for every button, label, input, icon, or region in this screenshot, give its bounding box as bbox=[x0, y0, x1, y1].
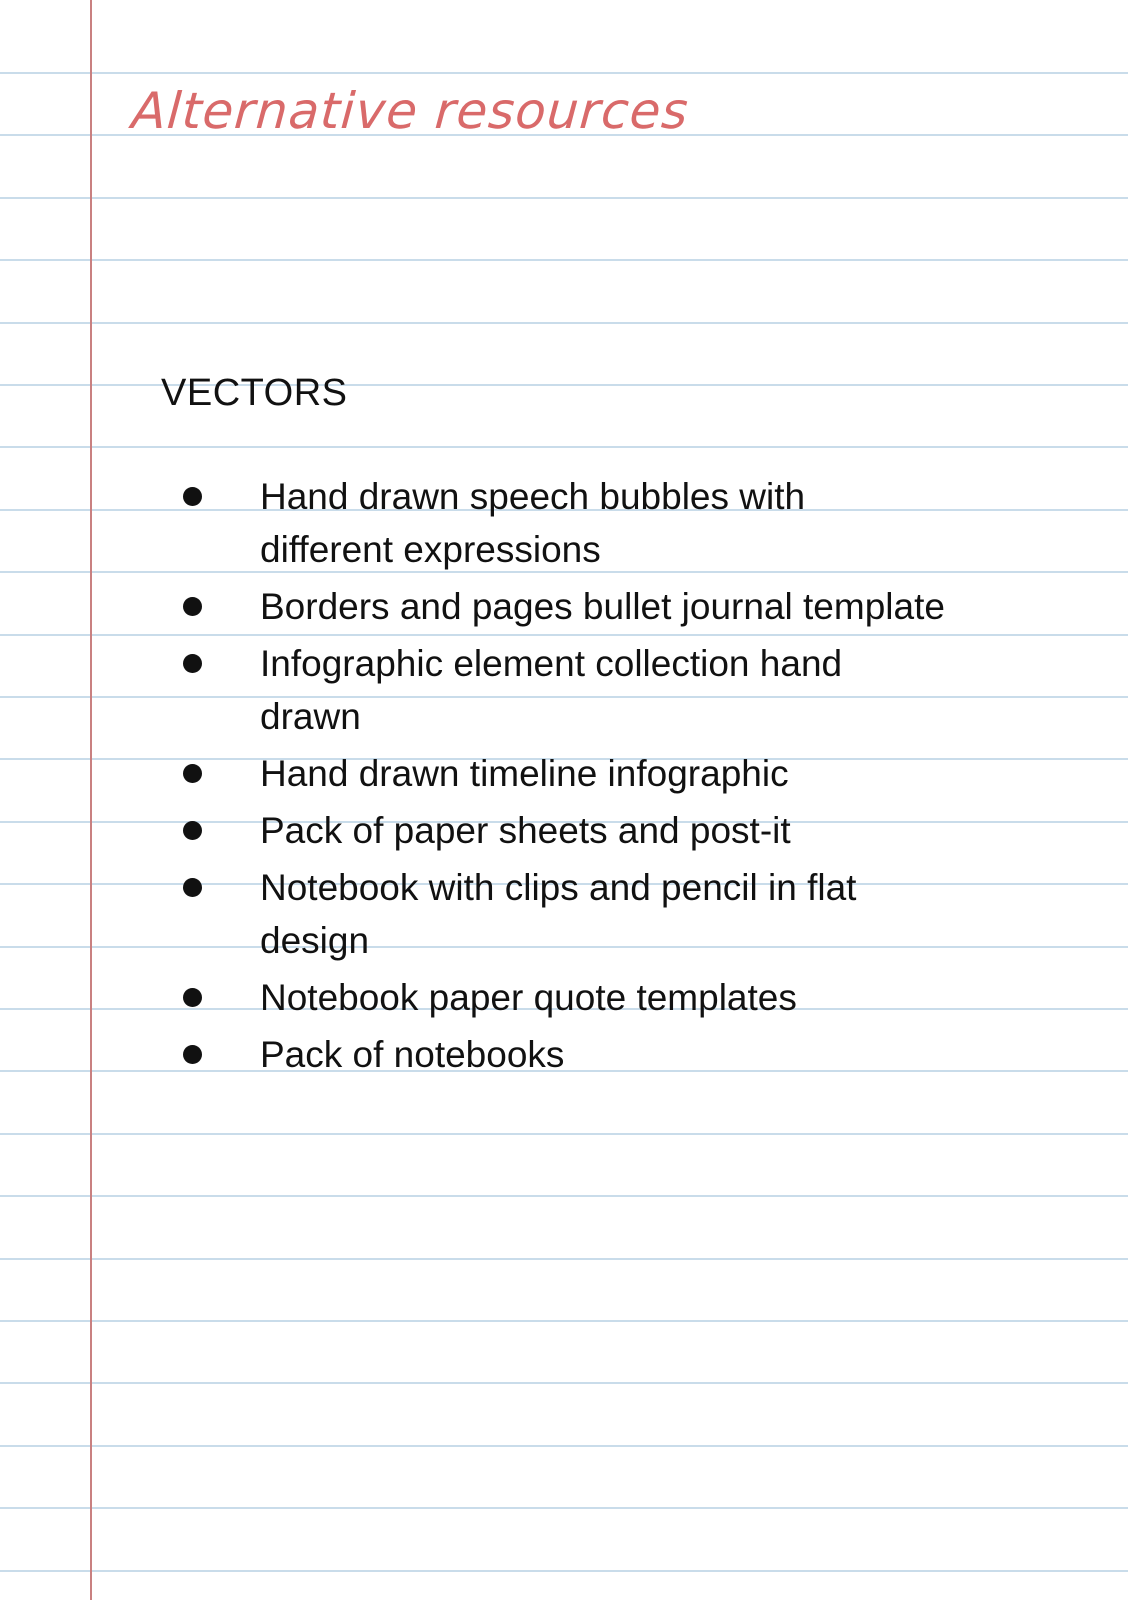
list-item-text: Hand drawn speech bubbles with different expressions bbox=[260, 476, 806, 570]
list-item bbox=[180, 804, 1060, 857]
list-item bbox=[180, 747, 1060, 800]
bullet-icon bbox=[183, 597, 202, 616]
list-item-text: Borders and pages bullet journal template bbox=[260, 586, 945, 627]
bullet-icon bbox=[183, 764, 202, 783]
margin-line bbox=[90, 0, 92, 1600]
page-title: Alternative resources bbox=[129, 82, 691, 140]
bullet-icon bbox=[183, 487, 202, 506]
bullet-list bbox=[180, 470, 1060, 1085]
list-item bbox=[180, 580, 1060, 633]
section-heading: VECTORS bbox=[161, 372, 348, 414]
list-item bbox=[180, 1028, 1060, 1081]
bullet-icon bbox=[183, 821, 202, 840]
bullet-icon bbox=[183, 1045, 202, 1064]
list-item bbox=[180, 470, 900, 576]
list-item-text: Notebook paper quote templates bbox=[260, 977, 797, 1018]
list-item-text: Infographic element collection hand drawn bbox=[260, 643, 843, 737]
bullet-icon bbox=[183, 654, 202, 673]
list-item-text: Pack of notebooks bbox=[260, 1034, 565, 1075]
list-item bbox=[180, 861, 960, 967]
bullet-icon bbox=[183, 878, 202, 897]
list-item-text: Hand drawn timeline infographic bbox=[260, 753, 789, 794]
list-item bbox=[180, 971, 1060, 1024]
list-item bbox=[180, 637, 940, 743]
list-item-text: Notebook with clips and pencil in flat design bbox=[260, 867, 857, 961]
list-item-text: Pack of paper sheets and post-it bbox=[260, 810, 791, 851]
bullet-icon bbox=[183, 988, 202, 1007]
